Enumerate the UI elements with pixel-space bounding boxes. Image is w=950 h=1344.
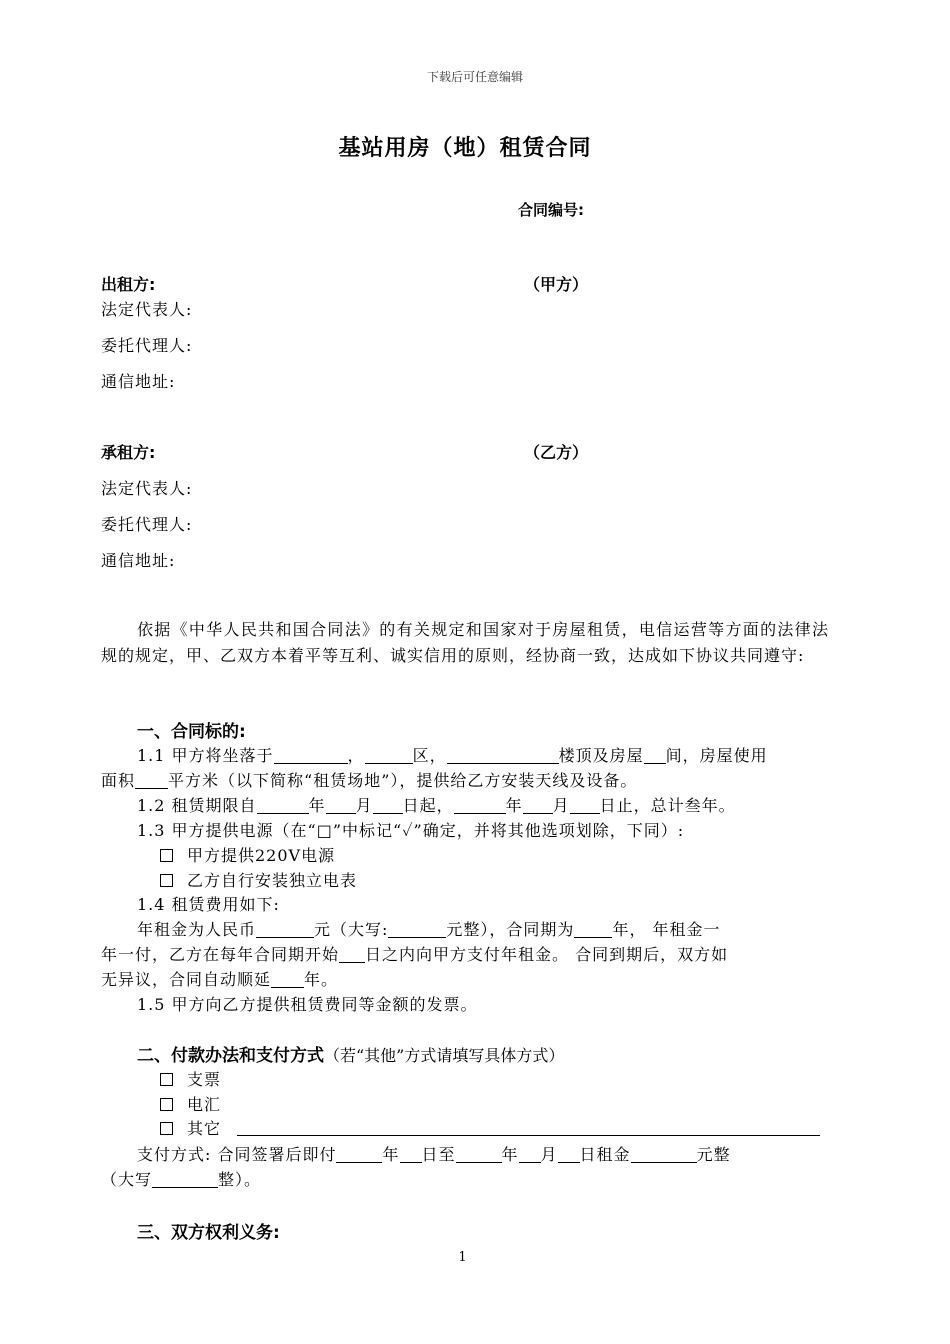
lessor-legal-rep: 法定代表人: bbox=[101, 300, 193, 319]
option-label: 甲方提供220V电源 bbox=[187, 846, 336, 865]
payment-option-check[interactable] bbox=[160, 1067, 221, 1090]
blank-line[interactable] bbox=[400, 1147, 422, 1163]
blank-line[interactable] bbox=[336, 1147, 382, 1163]
checkbox-icon[interactable] bbox=[160, 1073, 173, 1086]
blank-line[interactable] bbox=[523, 798, 553, 814]
clause-text: 年租金为人民币 bbox=[137, 920, 257, 939]
preamble-paragraph: 依据《中华人民共和国合同法》的有关规定和国家对于房屋租赁，电信运营等方面的法律法规的规定，甲、乙双方本着平等互利、诚实信用的原则，经协商一致，达成如下协议共同遵守: bbox=[101, 620, 829, 665]
blank-line[interactable] bbox=[574, 922, 612, 938]
payment-option-wire[interactable] bbox=[160, 1092, 221, 1115]
blank-line[interactable] bbox=[326, 798, 356, 814]
blank-line[interactable] bbox=[135, 773, 168, 789]
section3-heading: 三、双方权利义务: bbox=[137, 1223, 280, 1243]
clause-1-3: 1.3 甲方提供电源（在“□”中标记“✓”确定，并将其他选项划除，下同）: bbox=[137, 821, 685, 840]
power-option-1[interactable] bbox=[160, 843, 335, 866]
blank-line[interactable] bbox=[456, 1147, 502, 1163]
lessee-legal-rep: 法定代表人: bbox=[101, 479, 193, 498]
clause-1-5: 1.5 甲方向乙方提供租赁费同等金额的发票。 bbox=[137, 995, 478, 1014]
blank-line[interactable] bbox=[519, 1147, 541, 1163]
section2-heading-note: （若“其他”方式请填写具体方式） bbox=[324, 1046, 565, 1065]
blank-line[interactable] bbox=[271, 972, 304, 988]
section2-heading bbox=[137, 1041, 564, 1066]
section1-heading: 一、合同标的: bbox=[137, 722, 246, 742]
clause-text: 元整 bbox=[696, 1145, 731, 1164]
clause-text: 年 bbox=[501, 1145, 519, 1164]
lessee-role: （乙方） bbox=[524, 443, 589, 462]
blank-line[interactable] bbox=[388, 922, 446, 938]
clause-text: 年。 bbox=[304, 970, 339, 989]
clause-1-4-line1 bbox=[137, 917, 721, 940]
lessor-role: （甲方） bbox=[524, 275, 589, 294]
clause-text: 支付方式: 合同签署后即付 bbox=[137, 1145, 337, 1164]
clause-text: 日至 bbox=[421, 1145, 456, 1164]
blank-line[interactable] bbox=[257, 798, 309, 814]
clause-1-4-line3 bbox=[101, 967, 338, 990]
clause-1-2 bbox=[137, 793, 736, 816]
clause-text: 楼顶及房屋 bbox=[558, 746, 644, 765]
blank-line[interactable] bbox=[447, 748, 559, 764]
blank-line[interactable] bbox=[644, 748, 666, 764]
power-option-2[interactable] bbox=[160, 868, 357, 891]
option-label: 乙方自行安装独立电表 bbox=[187, 871, 358, 890]
lessor-address: 通信地址: bbox=[101, 372, 176, 391]
payment-terms-line2 bbox=[101, 1167, 261, 1190]
section2-heading-text: 二、付款办法和支付方式 bbox=[137, 1046, 324, 1066]
clause-text: 年， 年租金一 bbox=[612, 920, 721, 939]
checkbox-icon[interactable] bbox=[160, 849, 173, 862]
clause-text: 月 bbox=[540, 1145, 558, 1164]
clause-text: 元（大写: bbox=[314, 920, 389, 939]
clause-text: 平方米（以下简称“租赁场地”），提供给乙方安装天线及设备。 bbox=[168, 771, 638, 790]
other-method-line[interactable] bbox=[237, 1135, 820, 1136]
option-label: 其它 bbox=[187, 1119, 222, 1138]
document-title: 基站用房（地）租赁合同 bbox=[338, 135, 592, 161]
blank-line[interactable] bbox=[152, 1172, 218, 1188]
blank-line[interactable] bbox=[454, 798, 506, 814]
clause-text: 整）。 bbox=[218, 1170, 262, 1189]
payment-option-other[interactable] bbox=[160, 1116, 221, 1139]
clause-text: 1.1 甲方将坐落于 bbox=[137, 746, 274, 765]
clause-text: 日止，总计叁年。 bbox=[599, 796, 736, 815]
blank-line[interactable] bbox=[570, 798, 600, 814]
clause-1-4-line2 bbox=[101, 942, 728, 965]
option-label: 电汇 bbox=[187, 1095, 222, 1114]
blank-line[interactable] bbox=[365, 748, 413, 764]
clause-text: ， bbox=[347, 746, 365, 765]
clause-text: 年 bbox=[505, 796, 523, 815]
checkbox-icon[interactable] bbox=[160, 1122, 173, 1135]
clause-1-1-line2 bbox=[101, 768, 637, 791]
blank-line[interactable] bbox=[274, 748, 348, 764]
option-label: 支票 bbox=[187, 1070, 222, 1089]
contract-number-label: 合同编号: bbox=[518, 201, 584, 219]
clause-text: 日起， bbox=[402, 796, 454, 815]
clause-text: （大写 bbox=[101, 1170, 153, 1189]
blank-line[interactable] bbox=[373, 798, 403, 814]
clause-text: 日之内向甲方支付年租金。 合同到期后，双方如 bbox=[365, 945, 729, 964]
lessee-label: 承租方: bbox=[101, 443, 156, 462]
lessor-agent: 委托代理人: bbox=[101, 336, 193, 355]
page-number: 1 bbox=[458, 1250, 467, 1265]
header-note: 下载后可任意编辑 bbox=[426, 70, 523, 84]
clause-text: 无异议，合同自动顺延 bbox=[101, 970, 272, 989]
clause-1-4: 1.4 租赁费用如下: bbox=[137, 895, 280, 914]
lessor-label: 出租方: bbox=[101, 275, 156, 294]
clause-text: 元整），合同期为 bbox=[446, 920, 575, 939]
lessee-agent: 委托代理人: bbox=[101, 515, 193, 534]
blank-line[interactable] bbox=[558, 1147, 580, 1163]
clause-text: 年一付，乙方在每年合同期开始 bbox=[101, 945, 340, 964]
blank-line[interactable] bbox=[631, 1147, 697, 1163]
clause-text: 月 bbox=[552, 796, 570, 815]
clause-text: 年 bbox=[308, 796, 326, 815]
clause-text: 间，房屋使用 bbox=[665, 746, 768, 765]
clause-text: 年 bbox=[382, 1145, 400, 1164]
blank-line[interactable] bbox=[339, 947, 365, 963]
clause-text: 1.2 租赁期限自 bbox=[137, 796, 257, 815]
clause-text: 月 bbox=[355, 796, 373, 815]
checkbox-icon[interactable] bbox=[160, 1098, 173, 1111]
lessee-address: 通信地址: bbox=[101, 551, 176, 570]
payment-terms-line1 bbox=[137, 1142, 731, 1165]
clause-text: 区， bbox=[412, 746, 447, 765]
clause-text: 日租金 bbox=[579, 1145, 631, 1164]
clause-text: 面积 bbox=[101, 771, 136, 790]
checkbox-icon[interactable] bbox=[160, 874, 173, 887]
blank-line[interactable] bbox=[256, 922, 314, 938]
clause-1-1-line1 bbox=[137, 743, 768, 766]
